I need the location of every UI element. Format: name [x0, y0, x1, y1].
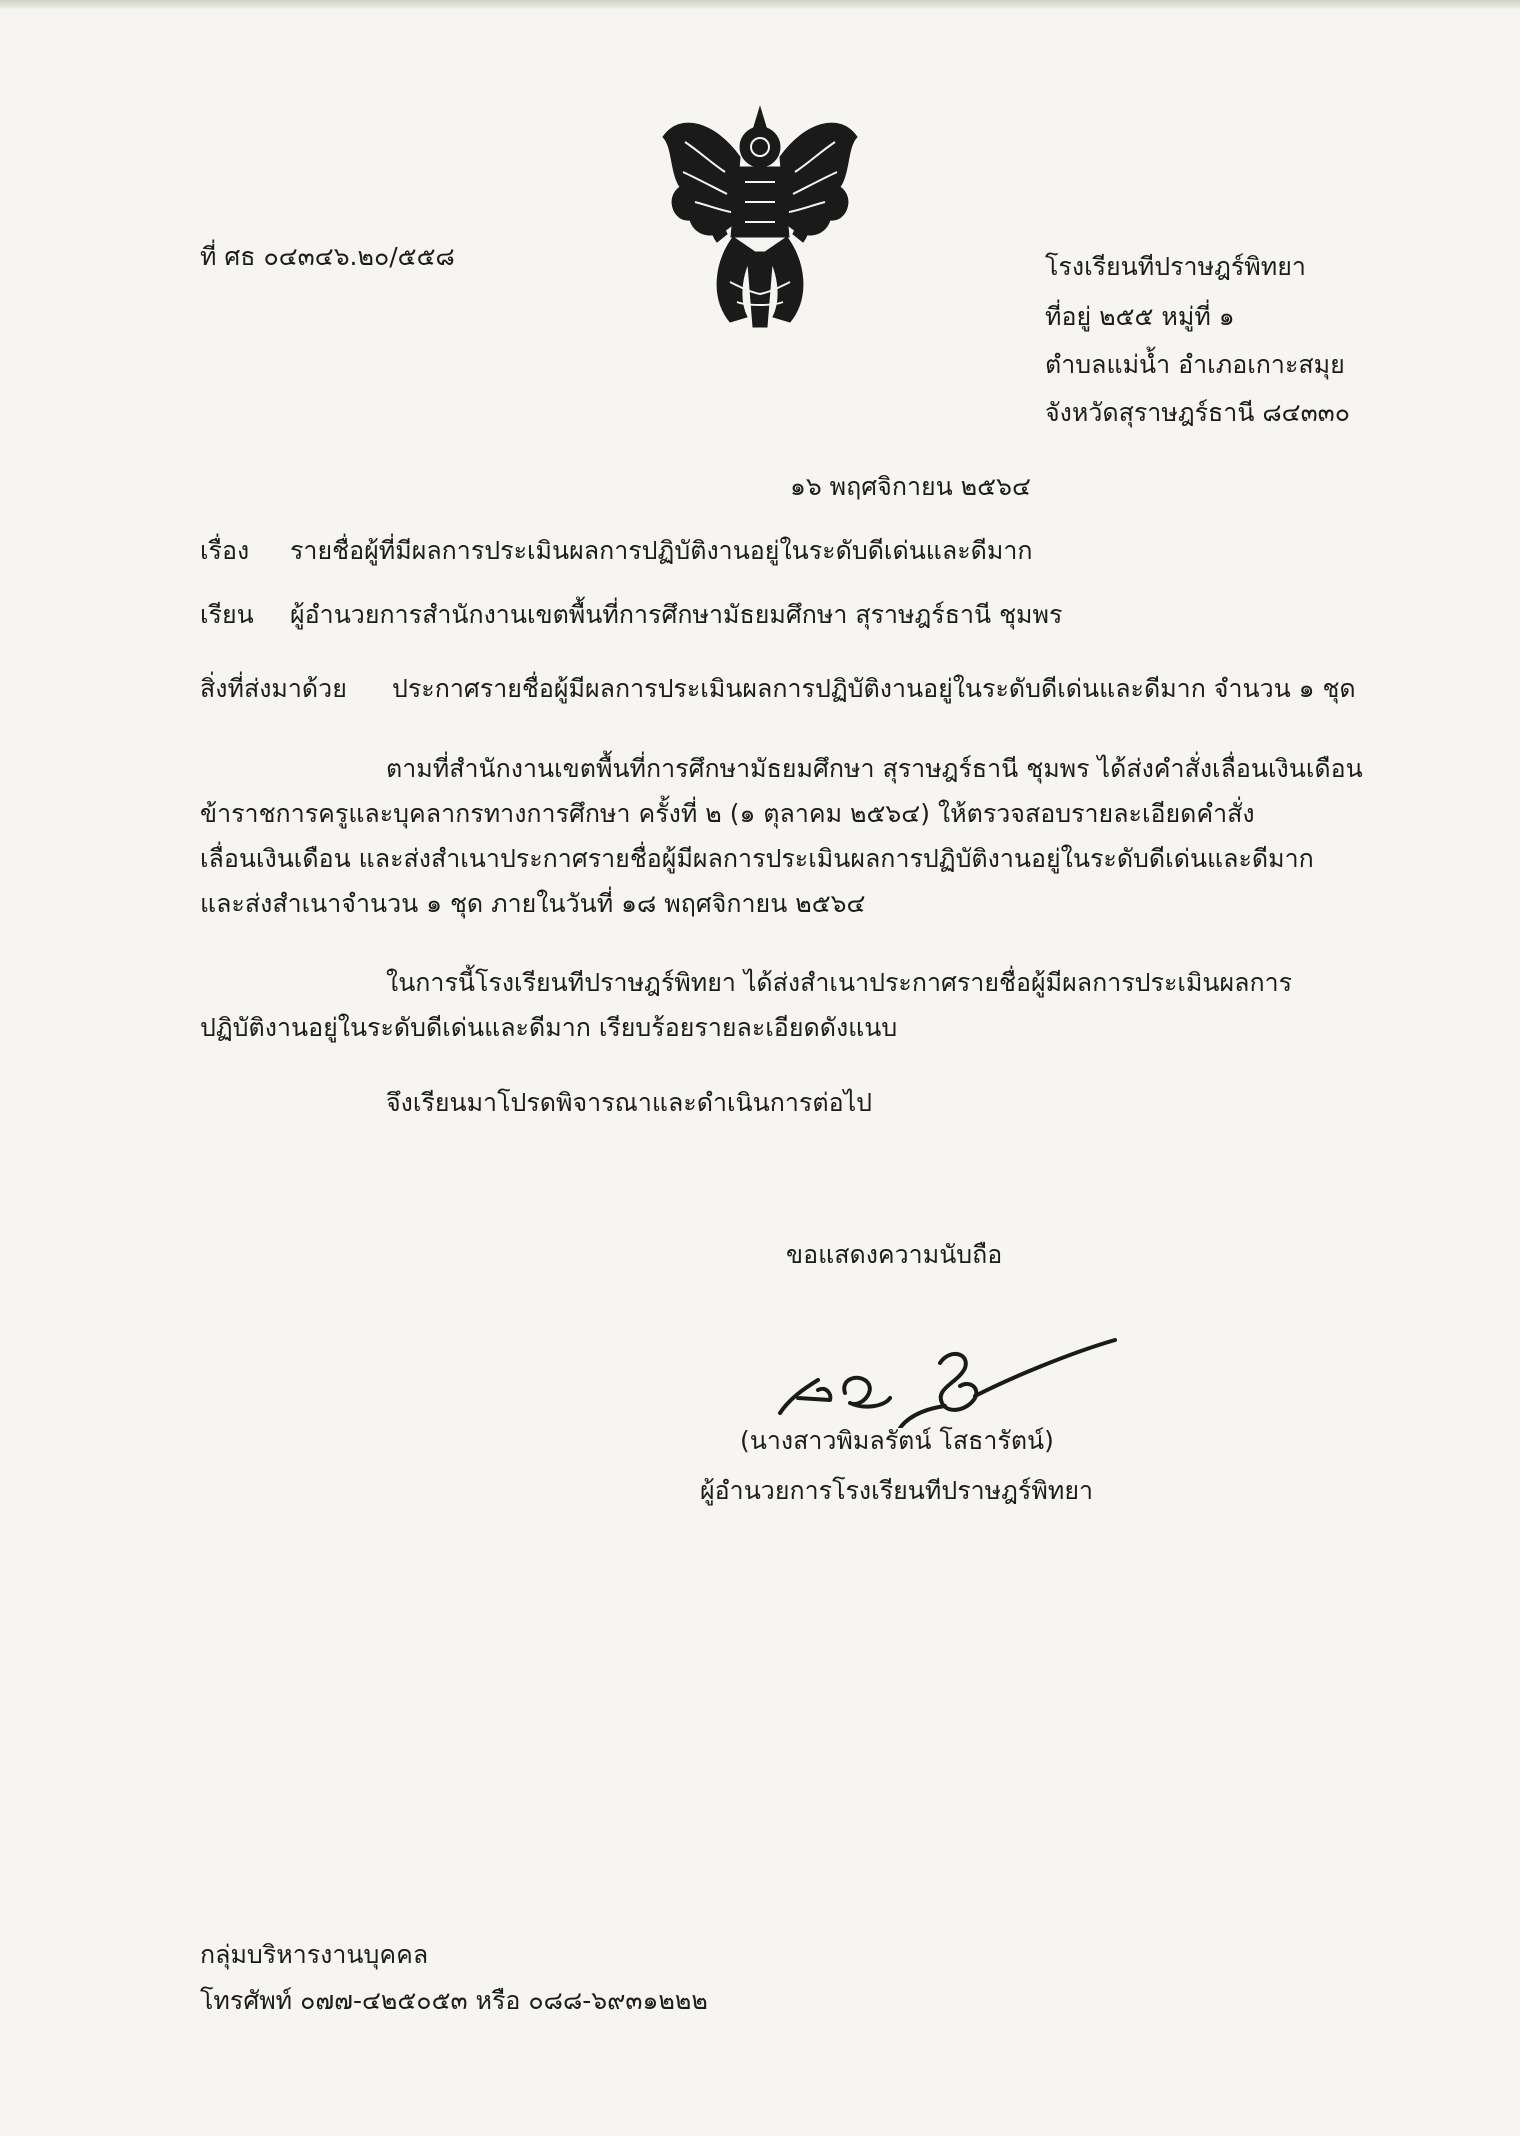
- address-line-2: ตำบลแม่น้ำ อำเภอเกาะสมุย: [1045, 350, 1345, 379]
- subject-text: รายชื่อผู้ที่มีผลการประเมินผลการปฏิบัติงานอยู่ในระดับดีเด่นและดีมาก: [290, 536, 1033, 565]
- complimentary-close: ขอแสดงความนับถือ: [786, 1240, 1003, 1269]
- body-paragraph-2: ในการนี้โรงเรียนทีปราษฎร์พิทยา ได้ส่งสำเนาประกาศรายชื่อผู้มีผลการประเมินผลการ ปฏิบัติงานอยู่ในระดับดีเด่นและดีมาก เรียบร้อยรายละเอียดดังแนบ: [200, 968, 1293, 1042]
- garuda-emblem-icon: [655, 102, 865, 330]
- document-number: ที่ ศธ ๐๔๓๔๖.๒๐/๕๕๘: [200, 242, 455, 271]
- enclosure-label: สิ่งที่ส่งมาด้วย: [200, 674, 347, 703]
- address-line-3: จังหวัดสุราษฎร์ธานี ๘๔๓๓๐: [1045, 398, 1351, 427]
- letter-date: ๑๖ พฤศจิกายน ๒๕๖๔: [790, 472, 1031, 501]
- recipient-label: เรียน: [200, 600, 254, 629]
- body-paragraph-1: ตามที่สำนักงานเขตพื้นที่การศึกษามัธยมศึกษา สุราษฎร์ธานี ชุมพร ได้ส่งคำสั่งเลื่อนเงินเดือน ข้าราชการครูและบุคลากรทางการศึกษา ครั้งที่ ๒ (๑ ตุลาคม ๒๕๖๔) ให้ตรวจสอบรายละเอียดคำสั่ง เลื่อนเงินเดือน และส่งสำเนาประกาศรายชื่อผู้มีผลการประเมินผลการปฏิบัติงานอยู่ในระดับดีเด่นและดีมาก และส่งสำเนาจำนวน ๑ ชุด ภายในวันที่ ๑๘ พฤศจิกายน ๒๕๖๔: [200, 754, 1363, 918]
- enclosure-text: ประกาศรายชื่อผู้มีผลการประเมินผลการปฏิบัติงานอยู่ในระดับดีเด่นและดีมาก จำนวน ๑ ชุด: [392, 674, 1356, 703]
- address-line-1: ที่อยู่ ๒๕๕ หมู่ที่ ๑: [1045, 302, 1235, 331]
- scan-edge: [0, 0, 1520, 10]
- subject-label: เรื่อง: [200, 536, 250, 565]
- footer-phone: โทรศัพท์ ๐๗๗-๔๒๕๐๕๓ หรือ ๐๘๘-๖๙๓๑๒๒๒: [200, 1986, 708, 2015]
- school-name: โรงเรียนทีปราษฎร์พิทยา: [1045, 252, 1306, 281]
- footer-department: กลุ่มบริหารงานบุคคล: [200, 1940, 429, 1969]
- handwritten-signature: [770, 1318, 1130, 1428]
- signatory-position: ผู้อำนวยการโรงเรียนทีปราษฎร์พิทยา: [700, 1476, 1094, 1505]
- closing-request: จึงเรียนมาโปรดพิจารณาและดำเนินการต่อไป: [386, 1088, 873, 1117]
- recipient-text: ผู้อำนวยการสำนักงานเขตพื้นที่การศึกษามัธยมศึกษา สุราษฎร์ธานี ชุมพร: [290, 600, 1063, 629]
- signatory-name: (นางสาวพิมลรัตน์ โสธารัตน์): [740, 1426, 1054, 1455]
